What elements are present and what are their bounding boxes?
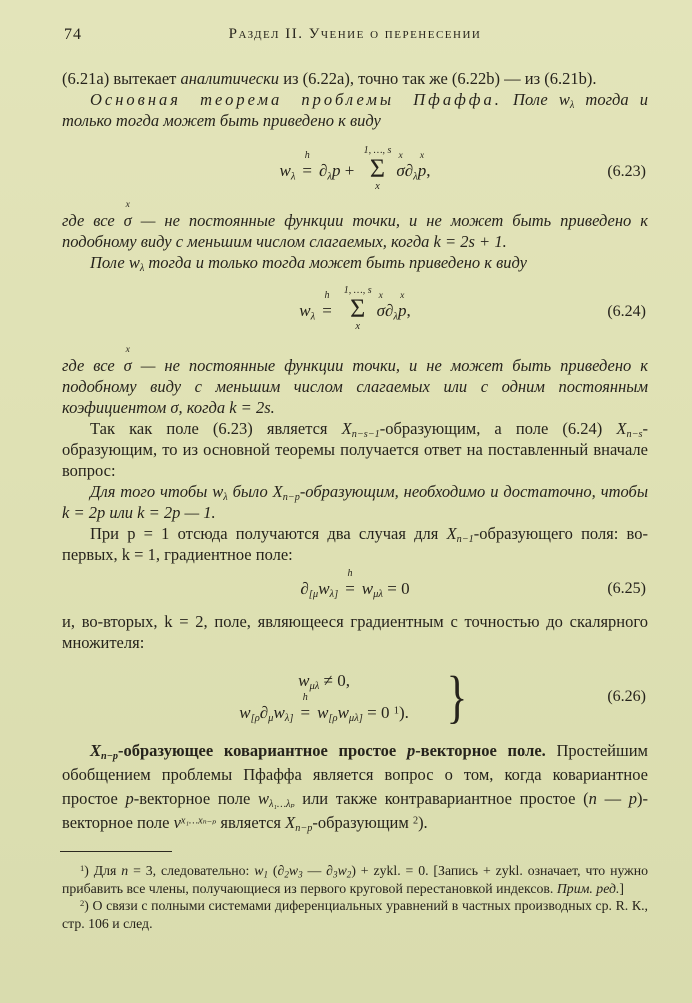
text-run: При p = 1 отсюда получаются два случая для [90, 524, 447, 543]
math-sub: [μ [308, 589, 319, 601]
paragraph-x-np-heading [62, 739, 648, 835]
running-header [62, 26, 648, 48]
equation-6-26-line-2 [239, 692, 409, 725]
text-run: Поле [501, 90, 559, 109]
math-sub: λ₁…λₚ [268, 799, 295, 811]
text-run: Поле [90, 252, 129, 272]
text-run: -образующим, то из основной теоремы получается ответ на поставленный вначале вопрос: [62, 419, 648, 480]
math-X: X [446, 524, 457, 543]
math-sub: n−s−1 [351, 429, 380, 441]
math-w: w [337, 863, 347, 879]
comma: , [406, 300, 411, 320]
math-w: w [558, 90, 570, 109]
plus-sign: + [340, 161, 359, 181]
p-with-x [397, 290, 407, 321]
equals-sign: = [300, 703, 311, 723]
math-w: w [317, 703, 329, 723]
editor-note: Прим. ред. [556, 880, 620, 896]
equation-number-6-23: (6.23) [607, 163, 646, 181]
math-X: X [341, 419, 352, 438]
text-run: тогда и только тогда может быть приведено к виду [62, 90, 649, 130]
footnote-ref-1: 1 [393, 705, 399, 717]
sigma-base: σ [123, 210, 132, 230]
math-sub: λ [327, 171, 332, 183]
math-sub: λ [569, 100, 575, 112]
over-x: x [419, 151, 425, 162]
math-n: n [588, 789, 597, 809]
math-w: w [128, 252, 140, 272]
sigma-with-x [123, 199, 132, 231]
math-w: w [257, 789, 269, 809]
text-run: -образующим, а поле (6.24) [379, 419, 617, 438]
over-x: x [125, 345, 130, 355]
page-number: 74 [64, 26, 82, 43]
math-w: w [288, 863, 299, 879]
over-x: x [125, 199, 130, 210]
paragraph-pri-p1 [62, 523, 648, 565]
math-sub: n−1 [456, 534, 474, 546]
p-base: p [417, 161, 427, 181]
footnote-2 [62, 897, 648, 932]
math-sub: λ [139, 262, 145, 274]
text-run: где все [62, 356, 124, 375]
sigma-with-x [376, 290, 385, 321]
math-sub: μ [268, 713, 274, 725]
math-sub: λ [223, 492, 228, 504]
not-equal-zero: ≠ 0, [319, 671, 350, 691]
math-p: p [125, 789, 134, 809]
footnote-marker-1: 1 [80, 863, 85, 874]
text-run: ) О связи с полными системами диференциальных уравнений в частных производных ср. R. К., стр. 106 и след. [62, 898, 648, 931]
footnote-ref-paren: ). [398, 703, 409, 723]
math-sub: μλ] [348, 713, 363, 725]
math-sub: λ [393, 310, 398, 322]
h-mark: h [347, 568, 353, 579]
text-run: тогда и только тогда может быть приведено к виду [144, 252, 527, 272]
math-sub: λ [290, 171, 296, 183]
math-n: n [121, 863, 129, 879]
theorem-title: Основная теорема проблемы Пфаффа. [90, 90, 502, 109]
math-sub: [ρ [250, 713, 260, 725]
equals-zero: = 0 [383, 579, 410, 598]
math-sub: μλ [373, 589, 383, 601]
math-w: w [239, 703, 251, 723]
equation-6-26 [62, 664, 648, 729]
text-run: (6.21a) вытекает [62, 69, 181, 88]
text-run: является [216, 813, 286, 833]
footnote-marker-2: 2 [80, 898, 85, 909]
text-run: -образующего поля: во-первых, k = 1, градиентное поле: [62, 524, 648, 564]
math-w: w [299, 300, 311, 320]
text-run-italic: аналитически [180, 69, 280, 88]
text-run: )-векторное поле [62, 789, 648, 833]
over-x: x [400, 290, 405, 301]
math-sub: 2 [346, 869, 352, 880]
math-sub: n−p [282, 492, 300, 504]
text-run: Простейшим обобщением проблемы Пфаффа является вопрос о том, когда ковариантное простое [62, 741, 648, 809]
math-sub: 2 [284, 869, 289, 880]
partial-sign: ∂ [384, 300, 394, 320]
math-w: w [279, 161, 291, 181]
text-run: Для того чтобы [90, 482, 213, 501]
math-sub: n−s [626, 429, 643, 441]
sum-sign [364, 146, 392, 193]
equals-sign: = [345, 579, 355, 598]
text-run: Так как поле (6.23) является [90, 419, 342, 438]
text-run: или также контравариантное простое ( [294, 789, 589, 809]
paragraph-intro [62, 68, 648, 89]
sigma-with-x [123, 345, 132, 376]
math-p: p [628, 789, 637, 809]
equation-6-25-formula [300, 568, 410, 601]
over-x: x [378, 290, 383, 301]
sum-lower-limit: x [375, 181, 380, 192]
sum-upper-limit: 1, …, s [343, 284, 372, 296]
p-with-x [417, 151, 427, 181]
text-run: -образующим [312, 813, 413, 833]
text-run: — ∂ [302, 863, 334, 879]
over-x: x [398, 151, 403, 162]
text-run: из (6.22a), точно так же (6.22b) — из (6.21b). [279, 69, 597, 88]
math-p-bold: p [406, 741, 416, 761]
equation-number-6-24: (6.24) [607, 302, 646, 320]
math-sub: μλ [309, 681, 320, 693]
footnote-1 [62, 862, 648, 897]
math-sub: λ [413, 171, 418, 183]
sum-upper-limit: 1, …, s [363, 145, 392, 156]
equals-sign: = [322, 300, 332, 320]
math-w: w [318, 579, 330, 598]
p-base: p [397, 300, 407, 320]
text-run: ) Для [84, 863, 122, 879]
text-run: (∂ [268, 863, 285, 879]
math-w: w [337, 703, 349, 723]
equation-6-25 [62, 568, 648, 601]
equation-6-24-formula [299, 284, 411, 336]
math-sub: λ] [284, 713, 294, 725]
text-run: ) + zykl. = 0. [Запись + zykl. означает, что нужно прибавить все члены, получающиеся из первого круговой перестановкой индексов. [62, 863, 648, 896]
math-v: v [173, 813, 181, 833]
math-X-bold: X [90, 741, 102, 761]
sigma-base: σ [396, 161, 405, 181]
math-w: w [361, 579, 374, 598]
h-equals-sign [300, 692, 311, 723]
sigma-base: σ [376, 300, 385, 320]
sigma-glyph: Σ [350, 293, 366, 323]
text-run: где все [62, 210, 124, 230]
footnote-ref-2: 2 [412, 815, 419, 827]
equation-6-23 [62, 145, 648, 196]
text-run: было [227, 482, 273, 501]
math-w: w [298, 671, 310, 691]
math-w: w [254, 863, 264, 879]
text-run: — не постоянные функции точки, и не может быть приведено к подобному виду с меньшим числом слагаемых, когда k = 2s + 1. [62, 210, 648, 251]
equation-6-26-line-1 [298, 671, 350, 691]
text-run: и, во-вторых, k = 2, поле, являющееся градиентным с точностью до скалярного множителя: [62, 612, 648, 652]
heading-run: -образующее ковариантное простое [118, 741, 407, 761]
sigma-glyph: Σ [369, 154, 386, 183]
partial-sign: ∂ [259, 703, 269, 723]
equation-6-26-lines [239, 671, 409, 723]
paragraph-so-kak [62, 418, 648, 481]
h-mark: h [324, 289, 330, 301]
math-X: X [616, 419, 627, 438]
paragraph-field-624 [62, 252, 648, 273]
math-sub: λ] [329, 589, 339, 601]
partial-sign: ∂ [319, 161, 328, 181]
partial-sign: ∂ [404, 161, 414, 181]
math-sup: x₁…xₙ₋ₚ [180, 815, 217, 827]
paragraph-main-theorem [62, 89, 648, 131]
math-sub: n−p [295, 823, 313, 835]
equation-6-24 [62, 284, 648, 336]
math-sub: [ρ [328, 713, 338, 725]
math-p: p [331, 161, 341, 181]
paragraph-condition-623 [62, 199, 648, 252]
footnote-ref-paren: ). [418, 813, 428, 833]
math-w: w [273, 703, 285, 723]
sum-lower-limit: x [355, 320, 361, 332]
text-run: -векторное поле [133, 789, 258, 809]
footnotes-section [62, 851, 648, 932]
sum-sign [344, 286, 372, 333]
equals-sign: = [302, 161, 313, 181]
equation-number-6-26: (6.26) [607, 688, 646, 706]
heading-run: -векторное поле. [415, 741, 546, 761]
comma: , [426, 161, 431, 181]
h-equals-sign [322, 289, 332, 321]
footnote-rule [60, 851, 172, 852]
sigma-with-x [396, 151, 405, 181]
math-sub: λ [310, 310, 316, 322]
math-sub: 1 [263, 869, 269, 880]
text-run: — не постоянные функции точки, и не может быть приведено к подобному виду с меньшим числом слагаемых или с одним постоянным коэфициентом σ, когда k = 2s. [62, 356, 648, 417]
paragraph-vo-vtorykh [62, 611, 648, 653]
text-run: — [596, 789, 629, 809]
h-equals-sign [302, 150, 313, 181]
paragraph-condition-624 [62, 345, 648, 418]
text-run: = 3, следовательно: [128, 863, 255, 879]
equation-number-6-25: (6.25) [607, 580, 646, 597]
running-header-title: Раздел II. Учение о перенесении [228, 26, 482, 42]
h-mark: h [304, 150, 310, 162]
equation-6-23-formula [279, 145, 431, 196]
math-w: w [212, 482, 224, 501]
paragraph-dlya-togo [62, 481, 648, 523]
right-brace: } [446, 664, 468, 729]
text-run: ] [619, 880, 625, 896]
math-sub: n−p [101, 751, 119, 763]
math-sub: 3 [298, 869, 303, 880]
h-mark: h [302, 692, 308, 704]
equals-zero: = 0 [362, 703, 394, 723]
text-run: -образующим, необходимо и достаточно, чтобы k = 2p или k = 2p — 1. [62, 482, 648, 522]
math-sub: 3 [333, 869, 338, 880]
math-X: X [285, 813, 296, 833]
math-X: X [272, 482, 283, 501]
sigma-base: σ [123, 356, 132, 375]
partial-sign: ∂ [300, 579, 309, 598]
h-equals-sign [345, 568, 355, 599]
